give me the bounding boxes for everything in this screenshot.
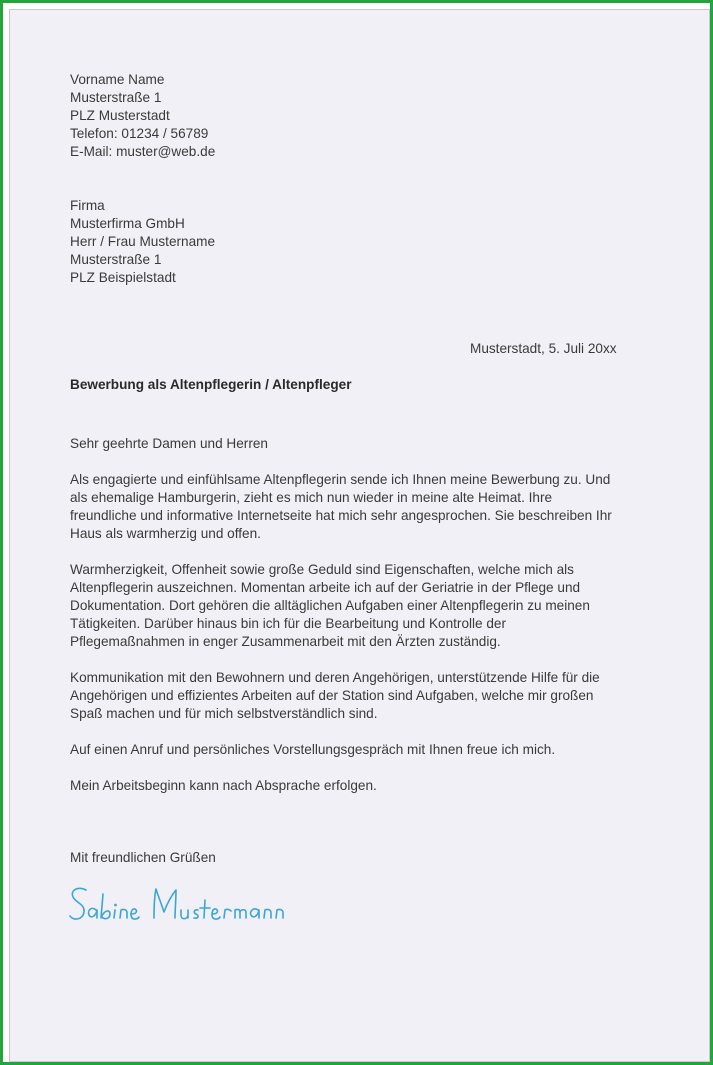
handwritten-signature bbox=[68, 880, 308, 930]
recipient-label: Firma bbox=[70, 198, 105, 213]
paragraph-line: Tätigkeiten. Darüber hinaus bin ich für die Bearbeitung und Kontrolle der bbox=[70, 616, 507, 631]
paragraph-line: Als engagierte und einfühlsame Altenpflegerin sende ich Ihnen meine Bewerbung zu. Und bbox=[70, 472, 611, 487]
sender-street: Musterstraße 1 bbox=[70, 90, 162, 105]
body-paragraph bbox=[70, 741, 555, 759]
sender-address bbox=[70, 71, 215, 161]
sender-name: Vorname Name bbox=[70, 72, 165, 87]
paragraph-line: Angehörigen und effizientes Arbeiten auf der Station sind Aufgaben, welche mir großen bbox=[70, 688, 594, 703]
letter-page bbox=[9, 9, 710, 1062]
paragraph-line: als ehemalige Hamburgerin, zieht es mich nun wieder in meine alte Heimat. Ihre bbox=[70, 490, 553, 505]
recipient-street: Musterstraße 1 bbox=[70, 252, 162, 267]
paragraph-line: freundliche und informative Internetseite hat mich sehr angesprochen. Sie beschreiben Ihr bbox=[70, 508, 612, 523]
sender-phone: Telefon: 01234 / 56789 bbox=[70, 126, 209, 141]
paragraph-line: Warmherzigkeit, Offenheit sowie große Geduld sind Eigenschaften, welche mich als bbox=[70, 562, 574, 577]
paragraph-line: Haus als warmherzig und offen. bbox=[70, 526, 261, 541]
paragraph-line: Altenpflegerin auszeichnen. Momentan arbeite ich auf der Geriatrie in der Pflege und bbox=[70, 580, 581, 595]
paragraph-line: Mein Arbeitsbeginn kann nach Absprache erfolgen. bbox=[70, 778, 377, 793]
sender-email: E-Mail: muster@web.de bbox=[70, 144, 216, 159]
paragraph-line: Kommunikation mit den Bewohnern und deren Angehörigen, unterstützende Hilfe für die bbox=[70, 670, 600, 685]
recipient-company: Musterfirma GmbH bbox=[70, 216, 185, 231]
body-paragraph bbox=[70, 669, 600, 723]
salutation: Sehr geehrte Damen und Herren bbox=[70, 436, 268, 451]
closing-phrase: Mit freundlichen Grüßen bbox=[70, 850, 216, 865]
paragraph-line: Auf einen Anruf und persönliches Vorstellungsgespräch mit Ihnen freue ich mich. bbox=[70, 742, 556, 757]
paragraph-line: Pflegemaßnahmen in enger Zusammenarbeit mit den Ärzten zuständig. bbox=[70, 634, 501, 649]
sender-city: PLZ Musterstadt bbox=[70, 108, 170, 123]
body-paragraph bbox=[70, 471, 612, 543]
recipient-address bbox=[70, 197, 215, 287]
letter-date: Musterstadt, 5. Juli 20xx bbox=[470, 341, 617, 356]
paragraph-line: Spaß machen und für mich selbstverständlich sind. bbox=[70, 706, 378, 721]
recipient-city: PLZ Beispielstadt bbox=[70, 270, 176, 285]
paragraph-line: Dokumentation. Dort gehören die alltäglichen Aufgaben einer Altenpflegerin zu meinen bbox=[70, 598, 590, 613]
letter-subject: Bewerbung als Altenpflegerin / Altenpfleger bbox=[70, 377, 352, 392]
body-paragraph bbox=[70, 561, 590, 651]
body-paragraph bbox=[70, 777, 377, 795]
recipient-contact: Herr / Frau Mustername bbox=[70, 234, 216, 249]
